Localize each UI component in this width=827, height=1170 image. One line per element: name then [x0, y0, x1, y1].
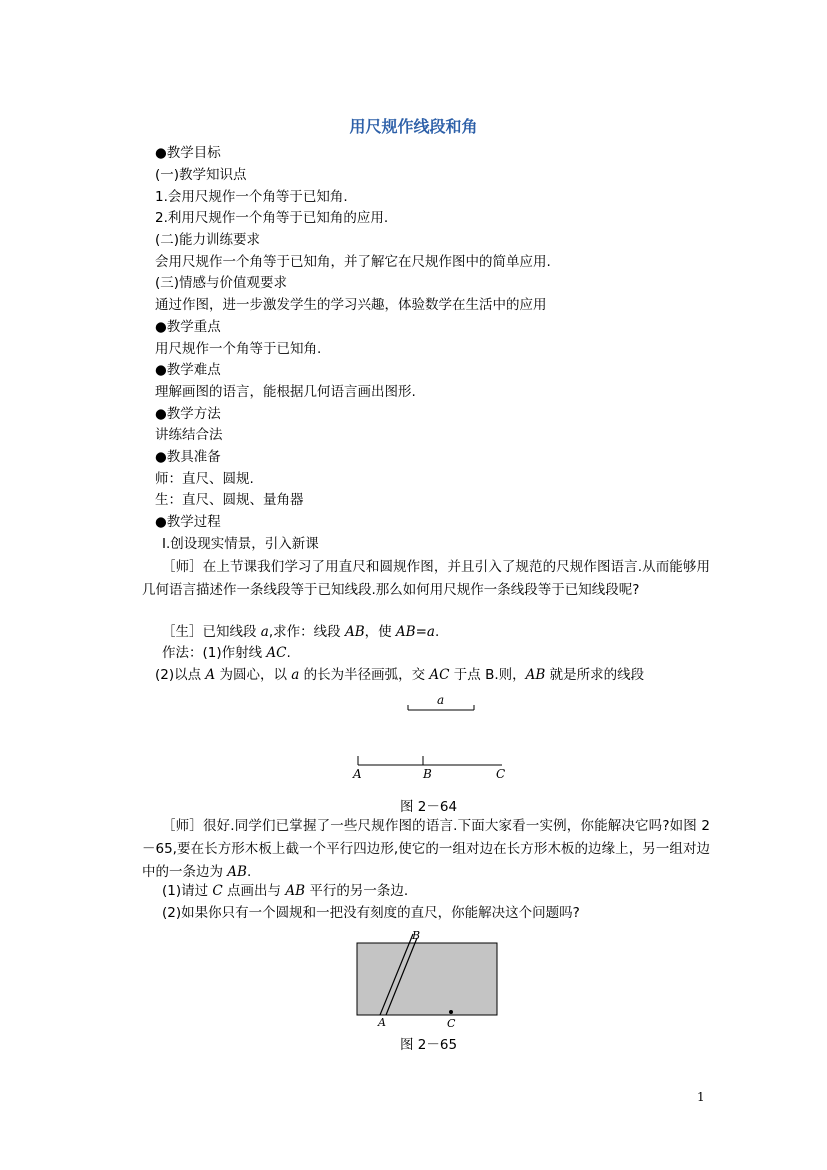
label-C: C — [447, 1017, 456, 1030]
subheading: (一)教学知识点 — [155, 167, 247, 183]
subheading: (三)情感与价值观要求 — [155, 275, 288, 291]
section-heading: ●教学重点 — [155, 319, 221, 335]
section-heading: ●教学难点 — [155, 362, 221, 378]
label-A: A — [378, 1016, 386, 1029]
text-line: 理解画图的语言，能根据几何语言画出图形. — [155, 384, 416, 400]
point-c — [449, 1010, 453, 1014]
text-line: 用尺规作一个角等于已知角. — [155, 341, 322, 357]
rectangular-board — [357, 943, 497, 1015]
page-title: 用尺规作线段和角 — [349, 117, 478, 136]
label-B: B — [412, 929, 421, 942]
label-B: B — [423, 767, 432, 781]
text-line: ［生］已知线段 a,求作：线段 AB，使 AB=a. — [162, 624, 440, 640]
paragraph: ［师］很好.同学们已掌握了一些尺规作图的语言.下面大家看一实例，你能解决它吗?如图 2－65,要在长方形木板上截一个平行四边形,使它的一组对边在长方形木板的边缘上，另一组对边中的一条边为 AB. — [142, 818, 710, 880]
paragraph: ［师］在上节课我们学习了用直尺和圆规作图，并且引入了规范的尺规作图语言.从而能够用几何语言描述作一条线段等于已知线段.那么如何用尺规作一条线段等于已知线段呢? — [142, 559, 710, 598]
text-line: (1)请过 C 点画出与 AB 平行的另一条边. — [162, 883, 409, 899]
text-line: 会用尺规作一个角等于已知角，并了解它在尺规作图中的简单应用. — [155, 254, 551, 270]
subheading: (二)能力训练要求 — [155, 232, 261, 248]
text-line: 师：直尺、圆规. — [155, 471, 254, 487]
section-heading: ●教具准备 — [155, 449, 221, 465]
figure-caption: 图 2－65 — [400, 1037, 458, 1053]
text-line: 通过作图，进一步激发学生的学习兴趣，体验数学在生活中的应用 — [155, 297, 547, 313]
page-number: 1 — [697, 1090, 705, 1104]
text-line: 生：直尺、圆规、量角器 — [155, 492, 304, 508]
text-line: 2.利用尺规作一个角等于已知角的应用. — [155, 210, 389, 226]
text-line: 讲练结合法 — [155, 427, 223, 443]
section-heading: ●教学方法 — [155, 406, 221, 422]
text-line: 作法：(1)作射线 AC. — [162, 645, 291, 661]
subheading: Ⅰ.创设现实情景，引入新课 — [162, 536, 319, 552]
label-A: A — [353, 767, 362, 781]
label-C: C — [496, 767, 506, 781]
section-heading: ●教学目标 — [155, 145, 221, 161]
figure-2-64 — [345, 690, 525, 780]
section-heading: ●教学过程 — [155, 514, 221, 530]
figure-caption: 图 2－64 — [400, 799, 458, 815]
text-line: (2)以点 A 为圆心，以 a 的长为半径画弧，交 AC 于点 B.则，AB 就是所求的线段 — [155, 667, 645, 683]
text-line: 1.会用尺规作一个角等于已知角. — [155, 189, 348, 205]
figure-2-65 — [350, 928, 520, 1033]
label-a: a — [437, 693, 445, 707]
text-line: (2)如果你只有一个圆规和一把没有刻度的直尺，你能解决这个问题吗? — [162, 905, 580, 921]
